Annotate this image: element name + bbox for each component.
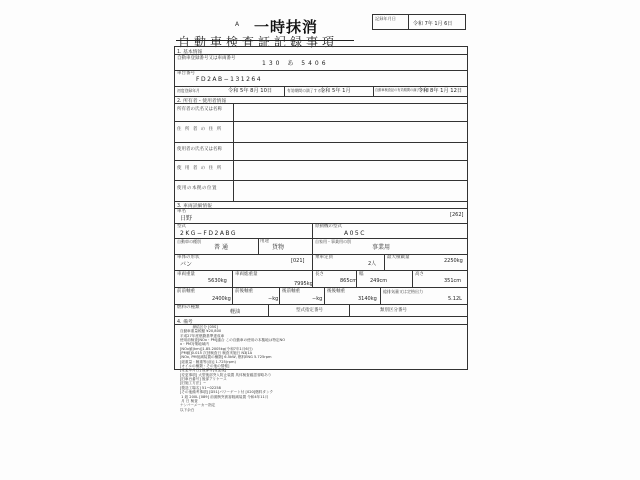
width-value: 249cm [370,278,388,284]
private-business-value: 事業用 [372,244,391,251]
height-label: 高さ [415,272,424,277]
divider [174,70,468,71]
divider [174,160,468,161]
first-registration-label: 初度登録年月 [177,88,200,93]
divider [174,54,468,55]
capacity-value: 2人 [368,261,377,267]
inspection-expiry-label: 自動車検査証の有効期間の満了する日 [375,88,430,92]
divider [174,201,468,202]
owner-address-label: 住 所 者 の 住 所 [177,127,223,132]
rear-front-axle-value: −kg [312,296,323,302]
body-shape-value: バン [180,261,193,268]
temporary-deregistration-stamp: 一時抹消 [254,18,319,36]
section-basic-info-heading: 1. 基本情報 [177,50,203,55]
maker-label: 車名 [177,209,186,214]
max-load-label: 最大積載量 [387,255,410,260]
inspection-expiry-value: 令和 8年 1月 12日 [418,88,463,94]
expiry-label: 有効期間の満了する日 [287,88,325,93]
expiry-value: 令和 5年 1月 [320,88,351,94]
divider [349,304,350,316]
divider [284,86,285,96]
section-owner-user-heading: 2. 所有者・使用者情報 [177,99,227,104]
displacement-label: 総排気量又は定格出力 [383,289,423,294]
owner-name-label: 所有者の氏名又は名称 [177,107,222,112]
height-value: 351cm [444,278,462,284]
vin-label: 車台番号 [177,71,195,76]
max-load-value: 2250kg [444,258,463,264]
divider [174,316,468,317]
type-designation-label: 型式指定番号 [296,308,323,313]
vehicle-class-value: 普通 [214,244,231,251]
title-strikethrough-line [176,40,354,41]
use-label: 用途 [260,239,269,244]
model-label: 型式 [177,224,186,229]
document-title: 自動車検査証記録事項 [178,35,339,49]
capacity-label: 乗車定員 [315,255,333,260]
registration-number-value: 130 あ 5406 [262,60,329,67]
maker-code: [262] [450,212,464,218]
user-name-label: 使用者の氏名又は名称 [177,147,222,152]
length-value: 865cm [340,278,358,284]
vin-value: FD2AB−131264 [196,76,263,83]
divider [380,287,381,304]
front-front-axle-label: 前前軸重 [177,289,195,294]
divider [279,287,280,304]
base-location-label: 使用の本拠の位置 [177,186,217,191]
fuel-type-label: 燃料の種類 [177,305,200,310]
class-number-label: 類別区分番号 [380,308,407,313]
rear-rear-axle-label: 後後軸重 [327,289,345,294]
front-rear-axle-label: 前後軸重 [235,289,253,294]
divider [174,287,468,288]
rear-rear-axle-value: 3140kg [358,296,377,302]
first-registration-value: 令和 5年 8月 10日 [228,88,273,94]
divider [233,103,234,201]
divider [258,238,259,254]
length-label: 長さ [315,272,324,277]
divider [232,287,233,304]
vehicle-weight-value: 5630kg [208,278,227,284]
maker-value: 日野 [180,215,193,222]
divider [312,270,313,287]
divider [174,304,468,305]
registration-number-label: 自動車登録番号又は車両番号 [177,56,236,61]
body-shape-code: [021] [291,258,305,264]
private-business-label: 自家用・事業用の別 [315,239,351,244]
body-shape-label: 車体の形状 [177,255,200,260]
displacement-value: 5.12L [448,296,462,302]
use-value: 貨物 [272,244,285,251]
remarks-text: 締結区分 [05S] 自動車重量税額 ¥20,800 平成27年度燃費基準達成車 使用前検査[NOx・PM]適合 この自動車の使用の本拠地は特定NO x・PM対策地域内 [NOx値(km)]1.85.2005kg(令和7年1月6日) [PM値]0.015 次回検査日 検査実施日 N3J1A [NOx, PM低減装置の種類] 6.5kW, 燃料ENG 5.725rpm [総重量・軸重等(前)] 1.725(rpm) [オイルの種類・その他の情報] [変更年月日] 後部等[変更後] [変更事項] 大型後部突入防止装置 具体検査確認省略あり [旧車台番号] 後部アリケース [旧施工方法] − [製造工場名] 51−02258 [その他備考事項] [D51]パワーゲート付 [020]燃料タンク 1 総 200L [089] 前面衝突被害軽減装置 令和4年11月 月 日 検査 ナンバーメーカー指定 以下余白 [180,325,286,412]
section-remarks-heading: 4. 備考 [177,320,193,325]
user-address-label: 使 用 者 の 住 所 [177,166,223,171]
divider [174,180,468,181]
divider [174,103,468,104]
section-vehicle-detail-heading: 3. 車両詳細情報 [177,204,212,209]
gross-weight-label: 車両総重量 [235,272,258,277]
width-label: 幅 [359,272,364,277]
front-front-axle-value: 2400kg [212,296,231,302]
divider [312,238,313,254]
front-rear-axle-value: −kg [268,296,279,302]
divider [174,208,468,209]
vehicle-weight-label: 車両重量 [177,272,195,277]
divider [324,287,325,304]
document-marker: A [235,21,240,28]
divider [268,304,269,316]
fuel-type-value: 軽油 [230,309,241,315]
divider [174,121,468,122]
divider [312,223,313,238]
divider [232,270,233,287]
gross-weight-value: 7995kg [294,281,313,287]
divider [174,270,468,271]
divider [373,86,374,96]
engine-type-label: 原動機の型式 [315,224,342,229]
rear-front-axle-label: 後前軸重 [282,289,300,294]
divider [312,254,313,270]
divider [174,142,468,143]
vehicle-class-label: 自動車の種別 [177,239,201,244]
record-date-value: 令和 7年 1月 6日 [413,21,453,27]
record-date-divider [408,14,409,30]
engine-type-value: A05C [344,230,366,237]
model-value: 2KG−FD2ABG [180,230,238,237]
record-date-label: 記録年月日 [375,16,396,21]
divider [384,254,385,270]
divider [174,86,468,87]
divider [356,270,357,287]
divider [412,270,413,287]
